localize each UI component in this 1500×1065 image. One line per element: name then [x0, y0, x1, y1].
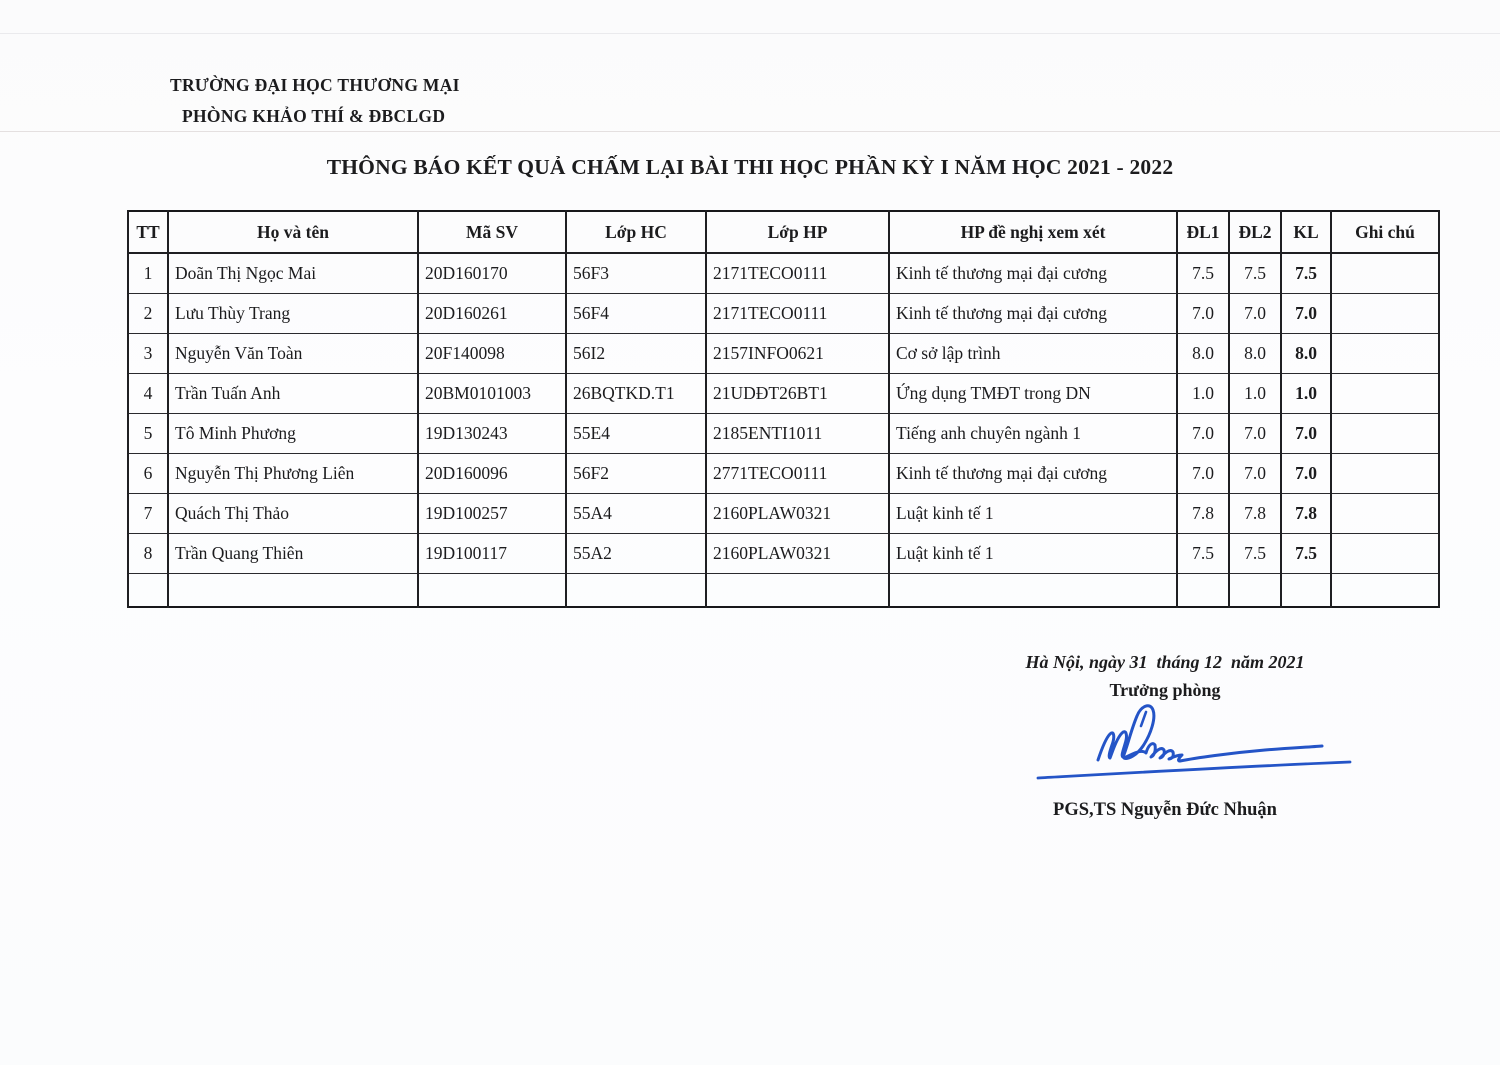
table-row [128, 253, 1439, 293]
cell-subject: Luật kinh tế 1 [889, 493, 1177, 533]
cell-tt [128, 573, 168, 607]
cell-msv: 20BM0101003 [418, 373, 566, 413]
cell-kl: 7.5 [1281, 533, 1331, 573]
cell-subject [889, 573, 1177, 607]
cell-ghi-chu [1331, 373, 1439, 413]
table-row [128, 373, 1439, 413]
cell-lop-hc: 55E4 [566, 413, 706, 453]
cell-subject: Cơ sở lập trình [889, 333, 1177, 373]
cell-dl1: 7.0 [1177, 413, 1229, 453]
column-header-subject: HP đề nghị xem xét [889, 211, 1177, 253]
table-row [128, 453, 1439, 493]
column-header-dl1: ĐL1 [1177, 211, 1229, 253]
cell-name: Quách Thị Thảo [168, 493, 418, 533]
cell-lop-hp: 2171TECO0111 [706, 253, 889, 293]
cell-lop-hc: 26BQTKD.T1 [566, 373, 706, 413]
signer-name: PGS,TS Nguyễn Đức Nhuận [1053, 800, 1277, 820]
cell-dl1: 7.0 [1177, 453, 1229, 493]
cell-lop-hc: 55A2 [566, 533, 706, 573]
cell-name: Nguyễn Văn Toàn [168, 333, 418, 373]
cell-subject: Kinh tế thương mại đại cương [889, 293, 1177, 333]
cell-dl2: 7.0 [1229, 453, 1281, 493]
organization-header [170, 70, 460, 132]
cell-subject: Tiếng anh chuyên ngành 1 [889, 413, 1177, 453]
cell-name: Tô Minh Phương [168, 413, 418, 453]
cell-subject: Kinh tế thương mại đại cương [889, 453, 1177, 493]
cell-dl1: 7.5 [1177, 253, 1229, 293]
cell-msv: 19D130243 [418, 413, 566, 453]
table-row [128, 533, 1439, 573]
cell-subject: Kinh tế thương mại đại cương [889, 253, 1177, 293]
cell-msv: 19D100257 [418, 493, 566, 533]
cell-lop-hc: 55A4 [566, 493, 706, 533]
cell-msv [418, 573, 566, 607]
cell-ghi-chu [1331, 573, 1439, 607]
scan-artifact-line [0, 33, 1500, 34]
cell-dl2: 8.0 [1229, 333, 1281, 373]
cell-kl [1281, 573, 1331, 607]
cell-msv: 20D160170 [418, 253, 566, 293]
signature-ink-icon [1020, 700, 1370, 795]
cell-tt: 2 [128, 293, 168, 333]
document-title: THÔNG BÁO KẾT QUẢ CHẤM LẠI BÀI THI HỌC PHẦN KỲ I NĂM HỌC 2021 - 2022 [326, 155, 1174, 179]
cell-kl: 7.5 [1281, 253, 1331, 293]
cell-ghi-chu [1331, 253, 1439, 293]
cell-ghi-chu [1331, 413, 1439, 453]
table-row-empty [128, 573, 1439, 607]
column-header-dl2: ĐL2 [1229, 211, 1281, 253]
cell-lop-hp: 2157INFO0621 [706, 333, 889, 373]
cell-dl1: 7.8 [1177, 493, 1229, 533]
cell-lop-hp: 2185ENTI1011 [706, 413, 889, 453]
cell-name: Trần Tuấn Anh [168, 373, 418, 413]
cell-kl: 8.0 [1281, 333, 1331, 373]
cell-tt: 6 [128, 453, 168, 493]
column-header-name: Họ và tên [168, 211, 418, 253]
column-header-ghi-chu: Ghi chú [1331, 211, 1439, 253]
cell-dl2: 7.0 [1229, 413, 1281, 453]
cell-kl: 7.0 [1281, 413, 1331, 453]
cell-tt: 3 [128, 333, 168, 373]
cell-lop-hc: 56F3 [566, 253, 706, 293]
department-name: PHÒNG KHẢO THÍ & ĐBCLGD [182, 106, 446, 126]
table-row [128, 333, 1439, 373]
cell-tt: 5 [128, 413, 168, 453]
cell-lop-hp: 2171TECO0111 [706, 293, 889, 333]
cell-dl1 [1177, 573, 1229, 607]
cell-msv: 20D160261 [418, 293, 566, 333]
cell-msv: 20F140098 [418, 333, 566, 373]
cell-subject: Luật kinh tế 1 [889, 533, 1177, 573]
cell-lop-hp: 2160PLAW0321 [706, 533, 889, 573]
cell-tt: 4 [128, 373, 168, 413]
cell-name: Trần Quang Thiên [168, 533, 418, 573]
column-header-msv: Mã SV [418, 211, 566, 253]
cell-dl2: 7.8 [1229, 493, 1281, 533]
cell-tt: 7 [128, 493, 168, 533]
date-location-line: Hà Nội, ngày 31 tháng 12 năm 2021 [1025, 652, 1305, 672]
table-header-row [128, 211, 1439, 253]
cell-dl2 [1229, 573, 1281, 607]
cell-lop-hp [706, 573, 889, 607]
results-table [127, 210, 1440, 608]
column-header-lop-hp: Lớp HP [706, 211, 889, 253]
cell-msv: 19D100117 [418, 533, 566, 573]
cell-name: Lưu Thùy Trang [168, 293, 418, 333]
cell-tt: 1 [128, 253, 168, 293]
cell-kl: 7.0 [1281, 453, 1331, 493]
cell-ghi-chu [1331, 333, 1439, 373]
table-row [128, 493, 1439, 533]
cell-lop-hp: 2771TECO0111 [706, 453, 889, 493]
cell-lop-hc [566, 573, 706, 607]
cell-dl2: 1.0 [1229, 373, 1281, 413]
cell-kl: 1.0 [1281, 373, 1331, 413]
cell-lop-hp: 21UDĐT26BT1 [706, 373, 889, 413]
cell-kl: 7.8 [1281, 493, 1331, 533]
cell-dl2: 7.5 [1229, 533, 1281, 573]
cell-ghi-chu [1331, 453, 1439, 493]
cell-ghi-chu [1331, 293, 1439, 333]
university-name: TRƯỜNG ĐẠI HỌC THƯƠNG MẠI [170, 75, 460, 95]
cell-kl: 7.0 [1281, 293, 1331, 333]
column-header-lop-hc: Lớp HC [566, 211, 706, 253]
cell-tt: 8 [128, 533, 168, 573]
cell-dl2: 7.0 [1229, 293, 1281, 333]
cell-name: Nguyễn Thị Phương Liên [168, 453, 418, 493]
table-row [128, 413, 1439, 453]
cell-dl2: 7.5 [1229, 253, 1281, 293]
column-header-kl: KL [1281, 211, 1331, 253]
cell-dl1: 1.0 [1177, 373, 1229, 413]
cell-msv: 20D160096 [418, 453, 566, 493]
cell-ghi-chu [1331, 493, 1439, 533]
handwritten-signature [1020, 700, 1370, 795]
column-header-tt: TT [128, 211, 168, 253]
cell-dl1: 8.0 [1177, 333, 1229, 373]
cell-lop-hc: 56F2 [566, 453, 706, 493]
table-row [128, 293, 1439, 333]
cell-dl1: 7.0 [1177, 293, 1229, 333]
cell-subject: Ứng dụng TMĐT trong DN [889, 373, 1177, 413]
cell-lop-hp: 2160PLAW0321 [706, 493, 889, 533]
cell-name [168, 573, 418, 607]
cell-dl1: 7.5 [1177, 533, 1229, 573]
cell-lop-hc: 56I2 [566, 333, 706, 373]
signer-title: Trưởng phòng [1109, 680, 1221, 700]
cell-name: Doãn Thị Ngọc Mai [168, 253, 418, 293]
signature-block [955, 652, 1375, 701]
cell-ghi-chu [1331, 533, 1439, 573]
cell-lop-hc: 56F4 [566, 293, 706, 333]
